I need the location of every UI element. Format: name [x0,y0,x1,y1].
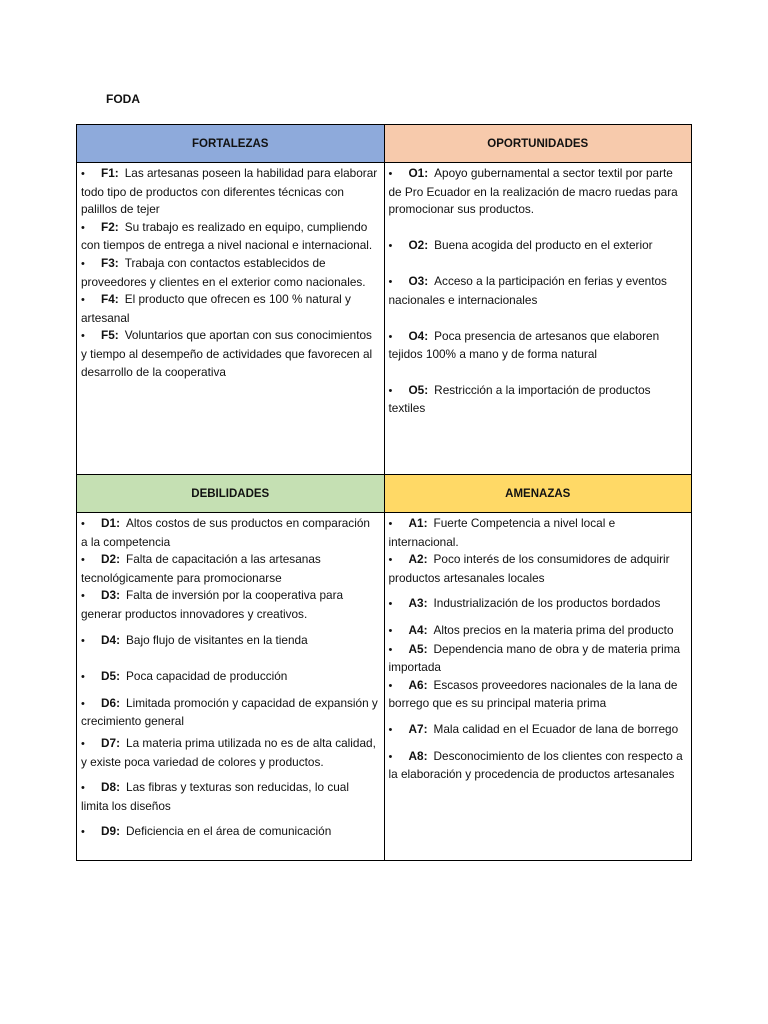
item-code: O2: [408,237,429,252]
item-text: Dependencia mano de obra y de materia prima importada [388,641,681,675]
item-text: Mala calidad en el Ecuador de lana de borrego [433,721,679,736]
item-text: Su trabajo es realizado en equipo, cumpliendo con tiempos de entrega a nivel nacional e internacional. [81,219,373,253]
fortalezas-header: FORTALEZAS [77,125,385,163]
item-text: Industrialización de los productos bordados [433,596,661,611]
item-code: A6: [408,677,428,692]
item-code: A1: [408,516,428,530]
list-item: • D5: Poca capacidad de producción [81,669,288,684]
item-code: F5: [101,328,119,343]
item-code: O5: [408,382,429,397]
item-code: D2: [101,552,121,567]
item-text: Falta de inversión por la cooperativa para generar productos innovadores y creativos. [81,588,344,621]
oportunidades-cell [384,163,692,475]
item-code: D9: [101,824,121,839]
list-item: • D1: Altos costos de sus productos en comparación a la competencia [81,516,370,549]
list-item: • O1: Apoyo gubernamental a sector textil por parte de Pro Ecuador en la realización de macro ruedas para promocionar sus productos. [388,166,678,217]
item-text: Escasos proveedores nacionales de la lana de borrego que es su principal materia prima [388,677,678,711]
item-text: Bajo flujo de visitantes en la tienda [126,632,308,647]
document-title: FODA [106,92,140,106]
item-code: A7: [408,721,428,736]
item-text: Las artesanas poseen la habilidad para elaborar todo tipo de productos con diferentes técnicas con palillos de tejer [81,166,378,217]
list-item: • D9: Deficiencia en el área de comunicación [81,824,332,839]
item-code: D5: [101,669,121,684]
foda-table [76,124,692,861]
list-item: • O3: Acceso a la participación en ferias y eventos nacionales e internacionales [388,274,667,307]
list-item: • D2: Falta de capacitación a las artesanas tecnológicamente para promocionarse [81,552,321,585]
item-text: Desconocimiento de los clientes con respecto a la elaboración y procedencia de productos artesanales [388,748,683,782]
item-code: F4: [101,292,119,307]
item-code: D6: [101,695,121,710]
item-text: Las fibras y texturas son reducidas, lo cual limita los diseños [81,780,349,813]
item-code: O1: [408,166,429,180]
item-text: Altos costos de sus productos en comparación a la competencia [81,516,370,549]
list-item: • D3: Falta de inversión por la cooperativa para generar productos innovadores y creativos. [81,588,344,621]
item-code: D3: [101,588,121,603]
list-item: • D4: Bajo flujo de visitantes en la tienda [81,632,308,647]
item-code: A3: [408,596,428,611]
item-code: D4: [101,632,121,647]
oportunidades-header: OPORTUNIDADES [384,125,692,163]
item-text: Buena acogida del producto en el exterior [434,237,653,252]
item-code: O3: [408,274,429,289]
list-item: • A8: Desconocimiento de los clientes con respecto a la elaboración y procedencia de productos artesanales [388,748,683,782]
item-code: F3: [101,255,119,270]
list-item: • F5: Voluntarios que aportan con sus conocimientos y tiempo al desempeño de actividades que favorecen al desarrollo de la cooperativa [81,328,373,379]
list-item: • A6: Escasos proveedores nacionales de la lana de borrego que es su principal materia prima [388,677,678,711]
item-code: D1: [101,516,121,530]
item-code: F2: [101,219,119,234]
list-item: • D6: Limitada promoción y capacidad de expansión y crecimiento general [81,695,378,729]
debilidades-cell [77,513,385,861]
list-item: • F3: Trabaja con contactos establecidos de proveedores y clientes en el exterior como nacionales. [81,255,366,289]
list-item: • F1: Las artesanas poseen la habilidad para elaborar todo tipo de productos con diferentes técnicas con palillos de tejer [81,166,378,217]
item-code: D7: [101,735,121,750]
content-row-bottom [77,513,692,861]
list-item: • D8: Las fibras y texturas son reducidas, lo cual limita los diseños [81,780,349,813]
item-text: Trabaja con contactos establecidos de proveedores y clientes en el exterior como nacionales. [81,255,366,289]
list-item: • F4: El producto que ofrecen es 100 % natural y artesanal [81,292,351,325]
item-text: Voluntarios que aportan con sus conocimientos y tiempo al desempeño de actividades que favorecen al desarrollo de la cooperativa [81,328,373,379]
item-code: A5: [408,641,428,656]
list-item: • O4: Poca presencia de artesanos que elaboren tejidos 100% a mano y de forma natural [388,328,660,362]
list-item: • A4: Altos precios en la materia prima del producto [388,622,674,637]
list-item: • F2: Su trabajo es realizado en equipo, cumpliendo con tiempos de entrega a nivel nacional e internacional. [81,219,373,253]
item-text: Poco interés de los consumidores de adquirir productos artesanales locales [388,552,670,585]
item-text: Apoyo gubernamental a sector textil por parte de Pro Ecuador en la realización de macro ruedas para promocionar sus productos. [388,166,678,217]
item-text: Poca capacidad de producción [126,669,288,684]
list-item: • A2: Poco interés de los consumidores de adquirir productos artesanales locales [388,552,670,585]
fortalezas-cell [77,163,385,475]
item-code: O4: [408,328,429,343]
item-text: Fuerte Competencia a nivel local e internacional. [388,516,616,549]
item-text: Falta de capacitación a las artesanas tecnológicamente para promocionarse [81,552,321,585]
list-item: • A5: Dependencia mano de obra y de materia prima importada [388,641,681,675]
content-row-top [77,163,692,475]
item-text: Restricción a la importación de productos textiles [388,382,651,416]
item-code: A2: [408,552,428,567]
amenazas-cell [384,513,692,861]
item-text: El producto que ofrecen es 100 % natural y artesanal [81,292,351,325]
item-code: D8: [101,780,121,795]
header-row-bottom [77,475,692,513]
header-row-top [77,125,692,163]
list-item: • D7: La materia prima utilizada no es de alta calidad, y existe poca variedad de colores y productos. [81,735,376,769]
item-text: Acceso a la participación en ferias y eventos nacionales e internacionales [388,274,667,307]
item-text: Poca presencia de artesanos que elaboren tejidos 100% a mano y de forma natural [388,328,660,362]
item-code: A4: [408,622,428,637]
amenazas-header: AMENAZAS [384,475,692,513]
list-item: • O5: Restricción a la importación de productos textiles [388,382,651,416]
item-text: Altos precios en la materia prima del producto [433,622,674,637]
item-text: La materia prima utilizada no es de alta calidad, y existe poca variedad de colores y productos. [81,735,376,769]
item-code: F1: [101,166,119,180]
item-text: Deficiencia en el área de comunicación [126,824,332,839]
debilidades-header: DEBILIDADES [77,475,385,513]
list-item: • A3: Industrialización de los productos bordados [388,596,661,611]
list-item: • A1: Fuerte Competencia a nivel local e internacional. [388,516,616,549]
list-item: • O2: Buena acogida del producto en el exterior [388,237,653,252]
item-text: Limitada promoción y capacidad de expansión y crecimiento general [81,695,378,729]
item-code: A8: [408,748,428,763]
list-item: • A7: Mala calidad en el Ecuador de lana de borrego [388,721,679,736]
